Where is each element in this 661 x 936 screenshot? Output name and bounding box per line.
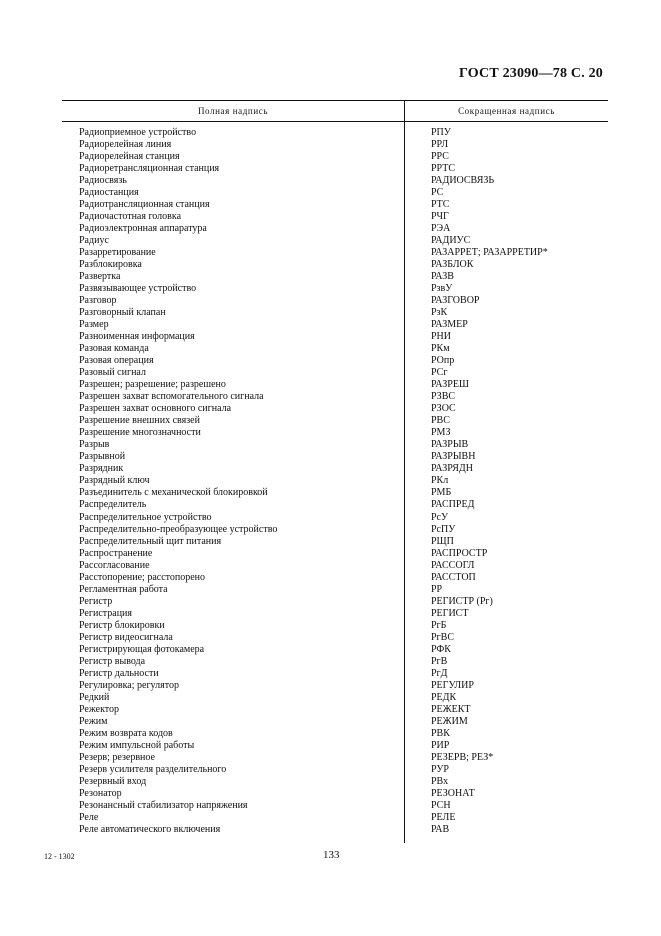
full-label: Распределитель	[79, 499, 147, 511]
full-label: Регулировка; регулятор	[79, 679, 179, 691]
full-label: Радиотрансляционная станция	[79, 199, 210, 211]
full-label: Разовая операция	[79, 355, 154, 367]
abbreviation: РВС	[431, 415, 450, 427]
full-label: Разрядник	[79, 463, 124, 475]
full-label: Радиостанция	[79, 187, 139, 199]
full-label: Регистр дальности	[79, 667, 159, 679]
table-row	[62, 259, 608, 271]
table-row	[62, 776, 608, 788]
abbreviation: РКл	[431, 475, 449, 487]
full-label: Радиосвязь	[79, 175, 127, 187]
full-label: Радиорелейная линия	[79, 139, 172, 151]
full-label: Режим	[79, 715, 108, 727]
abbreviation: РРС	[431, 151, 449, 163]
full-label: Распространение	[79, 547, 153, 559]
abbreviation: РОпр	[431, 355, 455, 367]
abbreviation: РАЗРЫВ	[431, 439, 469, 451]
abbreviation: РАВ	[431, 823, 450, 835]
table-row	[62, 271, 608, 283]
abbreviation: РЕГУЛИР	[431, 679, 474, 691]
abbreviation: РЕЗОНАТ	[431, 787, 475, 799]
abbreviation: РАЗМЕР	[431, 319, 468, 331]
abbreviation-table	[62, 100, 608, 835]
table-row	[62, 307, 608, 319]
abbreviation: РСг	[431, 367, 448, 379]
table-row	[62, 668, 608, 680]
table-row	[62, 536, 608, 548]
table-row	[62, 728, 608, 740]
full-label: Реле	[79, 811, 99, 823]
table-row	[62, 319, 608, 331]
abbreviation: РАЗБЛОК	[431, 259, 474, 271]
table-row	[62, 644, 608, 656]
full-label: Разноименная информация	[79, 331, 195, 343]
abbreviation: РЕГИСТ	[431, 607, 469, 619]
abbreviation: РЕЖИМ	[431, 715, 468, 727]
table-row	[62, 151, 608, 163]
full-label: Резерв; резервное	[79, 751, 155, 763]
abbreviation: РАЗГОВОР	[431, 295, 480, 307]
table-row	[62, 752, 608, 764]
full-label: Разрешение многозначности	[79, 427, 201, 439]
full-label: Разрывной	[79, 451, 126, 463]
table-row	[62, 812, 608, 824]
abbreviation: РЗОС	[431, 403, 456, 415]
full-label: Радиус	[79, 235, 109, 247]
table-row	[62, 512, 608, 524]
abbreviation: РВх	[431, 775, 449, 787]
abbreviation: РАССТОП	[431, 571, 476, 583]
abbreviation: РНИ	[431, 331, 452, 343]
table-row	[62, 367, 608, 379]
full-label: Распределительно-преобразующее устройство	[79, 523, 278, 535]
full-label: Резерв усилителя разделительного	[79, 763, 227, 775]
abbreviation: РАЗРЯДН	[431, 463, 473, 475]
column-header-abbr: Сокращенная надпись	[458, 106, 555, 116]
abbreviation: РЕЖЕКТ	[431, 703, 471, 715]
table-row	[62, 800, 608, 812]
abbreviation: РСН	[431, 799, 451, 811]
table-body	[62, 127, 608, 836]
full-label: Регламентная работа	[79, 583, 168, 595]
full-label: Разрешение внешних связей	[79, 415, 200, 427]
table-row	[62, 788, 608, 800]
table-row	[62, 620, 608, 632]
table-row	[62, 463, 608, 475]
abbreviation: РКм	[431, 343, 450, 355]
abbreviation: РМБ	[431, 487, 452, 499]
abbreviation: РАДИУС	[431, 235, 471, 247]
abbreviation: РР	[431, 583, 443, 595]
abbreviation: РАСПРЕД	[431, 499, 475, 511]
abbreviation: РАСПРОСТР	[431, 547, 488, 559]
column-header-full: Полная надпись	[197, 106, 269, 116]
full-label: Разговор	[79, 295, 117, 307]
abbreviation: РЩП	[431, 535, 454, 547]
table-row	[62, 632, 608, 644]
abbreviation: РгБ	[431, 619, 447, 631]
table-row	[62, 163, 608, 175]
table-row	[62, 199, 608, 211]
full-label: Распределительное устройство	[79, 511, 212, 523]
abbreviation: РАССОГЛ	[431, 559, 475, 571]
full-label: Радиорелейная станция	[79, 151, 180, 163]
table-row	[62, 764, 608, 776]
full-label: Регистр блокировки	[79, 619, 165, 631]
full-label: Размер	[79, 319, 109, 331]
full-label: Режим возврата кодов	[79, 727, 173, 739]
table-row	[62, 824, 608, 836]
full-label: Разрядный ключ	[79, 475, 150, 487]
abbreviation: РС	[431, 187, 444, 199]
abbreviation: РЧГ	[431, 211, 449, 223]
table-row	[62, 175, 608, 187]
abbreviation: РФК	[431, 643, 451, 655]
abbreviation: РсПУ	[431, 523, 456, 535]
table-row	[62, 680, 608, 692]
abbreviation: РгВС	[431, 631, 455, 643]
abbreviation: РВК	[431, 727, 450, 739]
table-row	[62, 415, 608, 427]
table-row	[62, 499, 608, 511]
table-row	[62, 127, 608, 139]
table-row	[62, 439, 608, 451]
table-header	[62, 100, 608, 122]
full-label: Разрешен; разрешение; разрешено	[79, 379, 226, 391]
full-label: Регистр	[79, 595, 113, 607]
table-row	[62, 403, 608, 415]
abbreviation: РАЗРЫВН	[431, 451, 476, 463]
table-row	[62, 427, 608, 439]
table-row	[62, 355, 608, 367]
table-row	[62, 740, 608, 752]
abbreviation: РзвУ	[431, 283, 453, 295]
full-label: Разарретирование	[79, 247, 156, 259]
abbreviation: РТС	[431, 199, 450, 211]
abbreviation: РЕЛЕ	[431, 811, 456, 823]
full-label: Расстопорение; расстопорено	[79, 571, 206, 583]
table-row	[62, 343, 608, 355]
full-label: Редкий	[79, 691, 110, 703]
full-label: Регистрация	[79, 607, 132, 619]
abbreviation: РгВ	[431, 655, 448, 667]
abbreviation: РсУ	[431, 511, 449, 523]
abbreviation: РгД	[431, 667, 448, 679]
full-label: Распределительный щит питания	[79, 535, 222, 547]
table-row	[62, 211, 608, 223]
table-row	[62, 451, 608, 463]
abbreviation: РЕДК	[431, 691, 457, 703]
full-label: Радиоприемное устройство	[79, 127, 197, 138]
full-label: Радиоретрансляционная станция	[79, 163, 220, 175]
page-number: 133	[323, 849, 340, 861]
table-row	[62, 584, 608, 596]
abbreviation: РАЗВ	[431, 271, 454, 283]
table-row	[62, 716, 608, 728]
abbreviation: РИР	[431, 739, 450, 751]
table-row	[62, 379, 608, 391]
abbreviation: РРТС	[431, 163, 456, 175]
abbreviation: РЕГИСТР (Рг)	[431, 595, 493, 607]
full-label: Радиочастотная головка	[79, 211, 182, 223]
full-label: Регистр вывода	[79, 655, 146, 667]
full-label: Режим импульсной работы	[79, 739, 195, 751]
full-label: Разрешен захват вспомогательного сигнала	[79, 391, 264, 403]
abbreviation: РАЗАРРЕТ; РАЗАРРЕТИР*	[431, 247, 548, 259]
abbreviation: РЭА	[431, 223, 451, 235]
full-label: Разъединитель с механической блокировкой	[79, 487, 268, 499]
table-row	[62, 524, 608, 536]
table-row	[62, 331, 608, 343]
abbreviation: РАЗРЕШ	[431, 379, 470, 391]
page-header: ГОСТ 23090—78 С. 20	[459, 66, 603, 81]
print-code: 12 - 1302	[44, 852, 75, 861]
table-row	[62, 548, 608, 560]
full-label: Разовый сигнал	[79, 367, 146, 379]
full-label: Разрыв	[79, 439, 110, 451]
abbreviation: РУР	[431, 763, 449, 775]
full-label: Резервный вход	[79, 775, 147, 787]
table-row	[62, 475, 608, 487]
abbreviation: РЗВС	[431, 391, 456, 403]
table-row	[62, 608, 608, 620]
full-label: Радиоэлектронная аппаратура	[79, 223, 207, 235]
table-row	[62, 223, 608, 235]
table-row	[62, 572, 608, 584]
full-label: Резонатор	[79, 787, 122, 799]
table-row	[62, 139, 608, 151]
table-row	[62, 487, 608, 499]
table-row	[62, 656, 608, 668]
full-label: Разговорный клапан	[79, 307, 166, 319]
abbreviation: РМЗ	[431, 427, 451, 439]
full-label: Разовая команда	[79, 343, 149, 355]
table-row	[62, 704, 608, 716]
full-label: Разрешен захват основного сигнала	[79, 403, 232, 415]
table-row	[62, 235, 608, 247]
full-label: Рассогласование	[79, 559, 150, 571]
abbreviation: РРЛ	[431, 139, 449, 151]
table-row	[62, 596, 608, 608]
abbreviation: РПУ	[431, 127, 451, 138]
table-row	[62, 283, 608, 295]
full-label: Развертка	[79, 271, 121, 283]
table-row	[62, 391, 608, 403]
full-label: Разблокировка	[79, 259, 142, 271]
full-label: Развязывающее устройство	[79, 283, 197, 295]
full-label: Регистр видеосигнала	[79, 631, 173, 643]
full-label: Резонансный стабилизатор напряжения	[79, 799, 248, 811]
full-label: Регистрирующая фотокамера	[79, 643, 205, 655]
abbreviation: РзК	[431, 307, 448, 319]
table-row	[62, 692, 608, 704]
full-label: Режектор	[79, 703, 120, 715]
table-row	[62, 187, 608, 199]
abbreviation: РЕЗЕРВ; РЕЗ*	[431, 751, 494, 763]
full-label: Реле автоматического включения	[79, 823, 221, 835]
table-row	[62, 295, 608, 307]
table-row	[62, 560, 608, 572]
table-row	[62, 247, 608, 259]
abbreviation: РАДИОСВЯЗЬ	[431, 175, 495, 187]
